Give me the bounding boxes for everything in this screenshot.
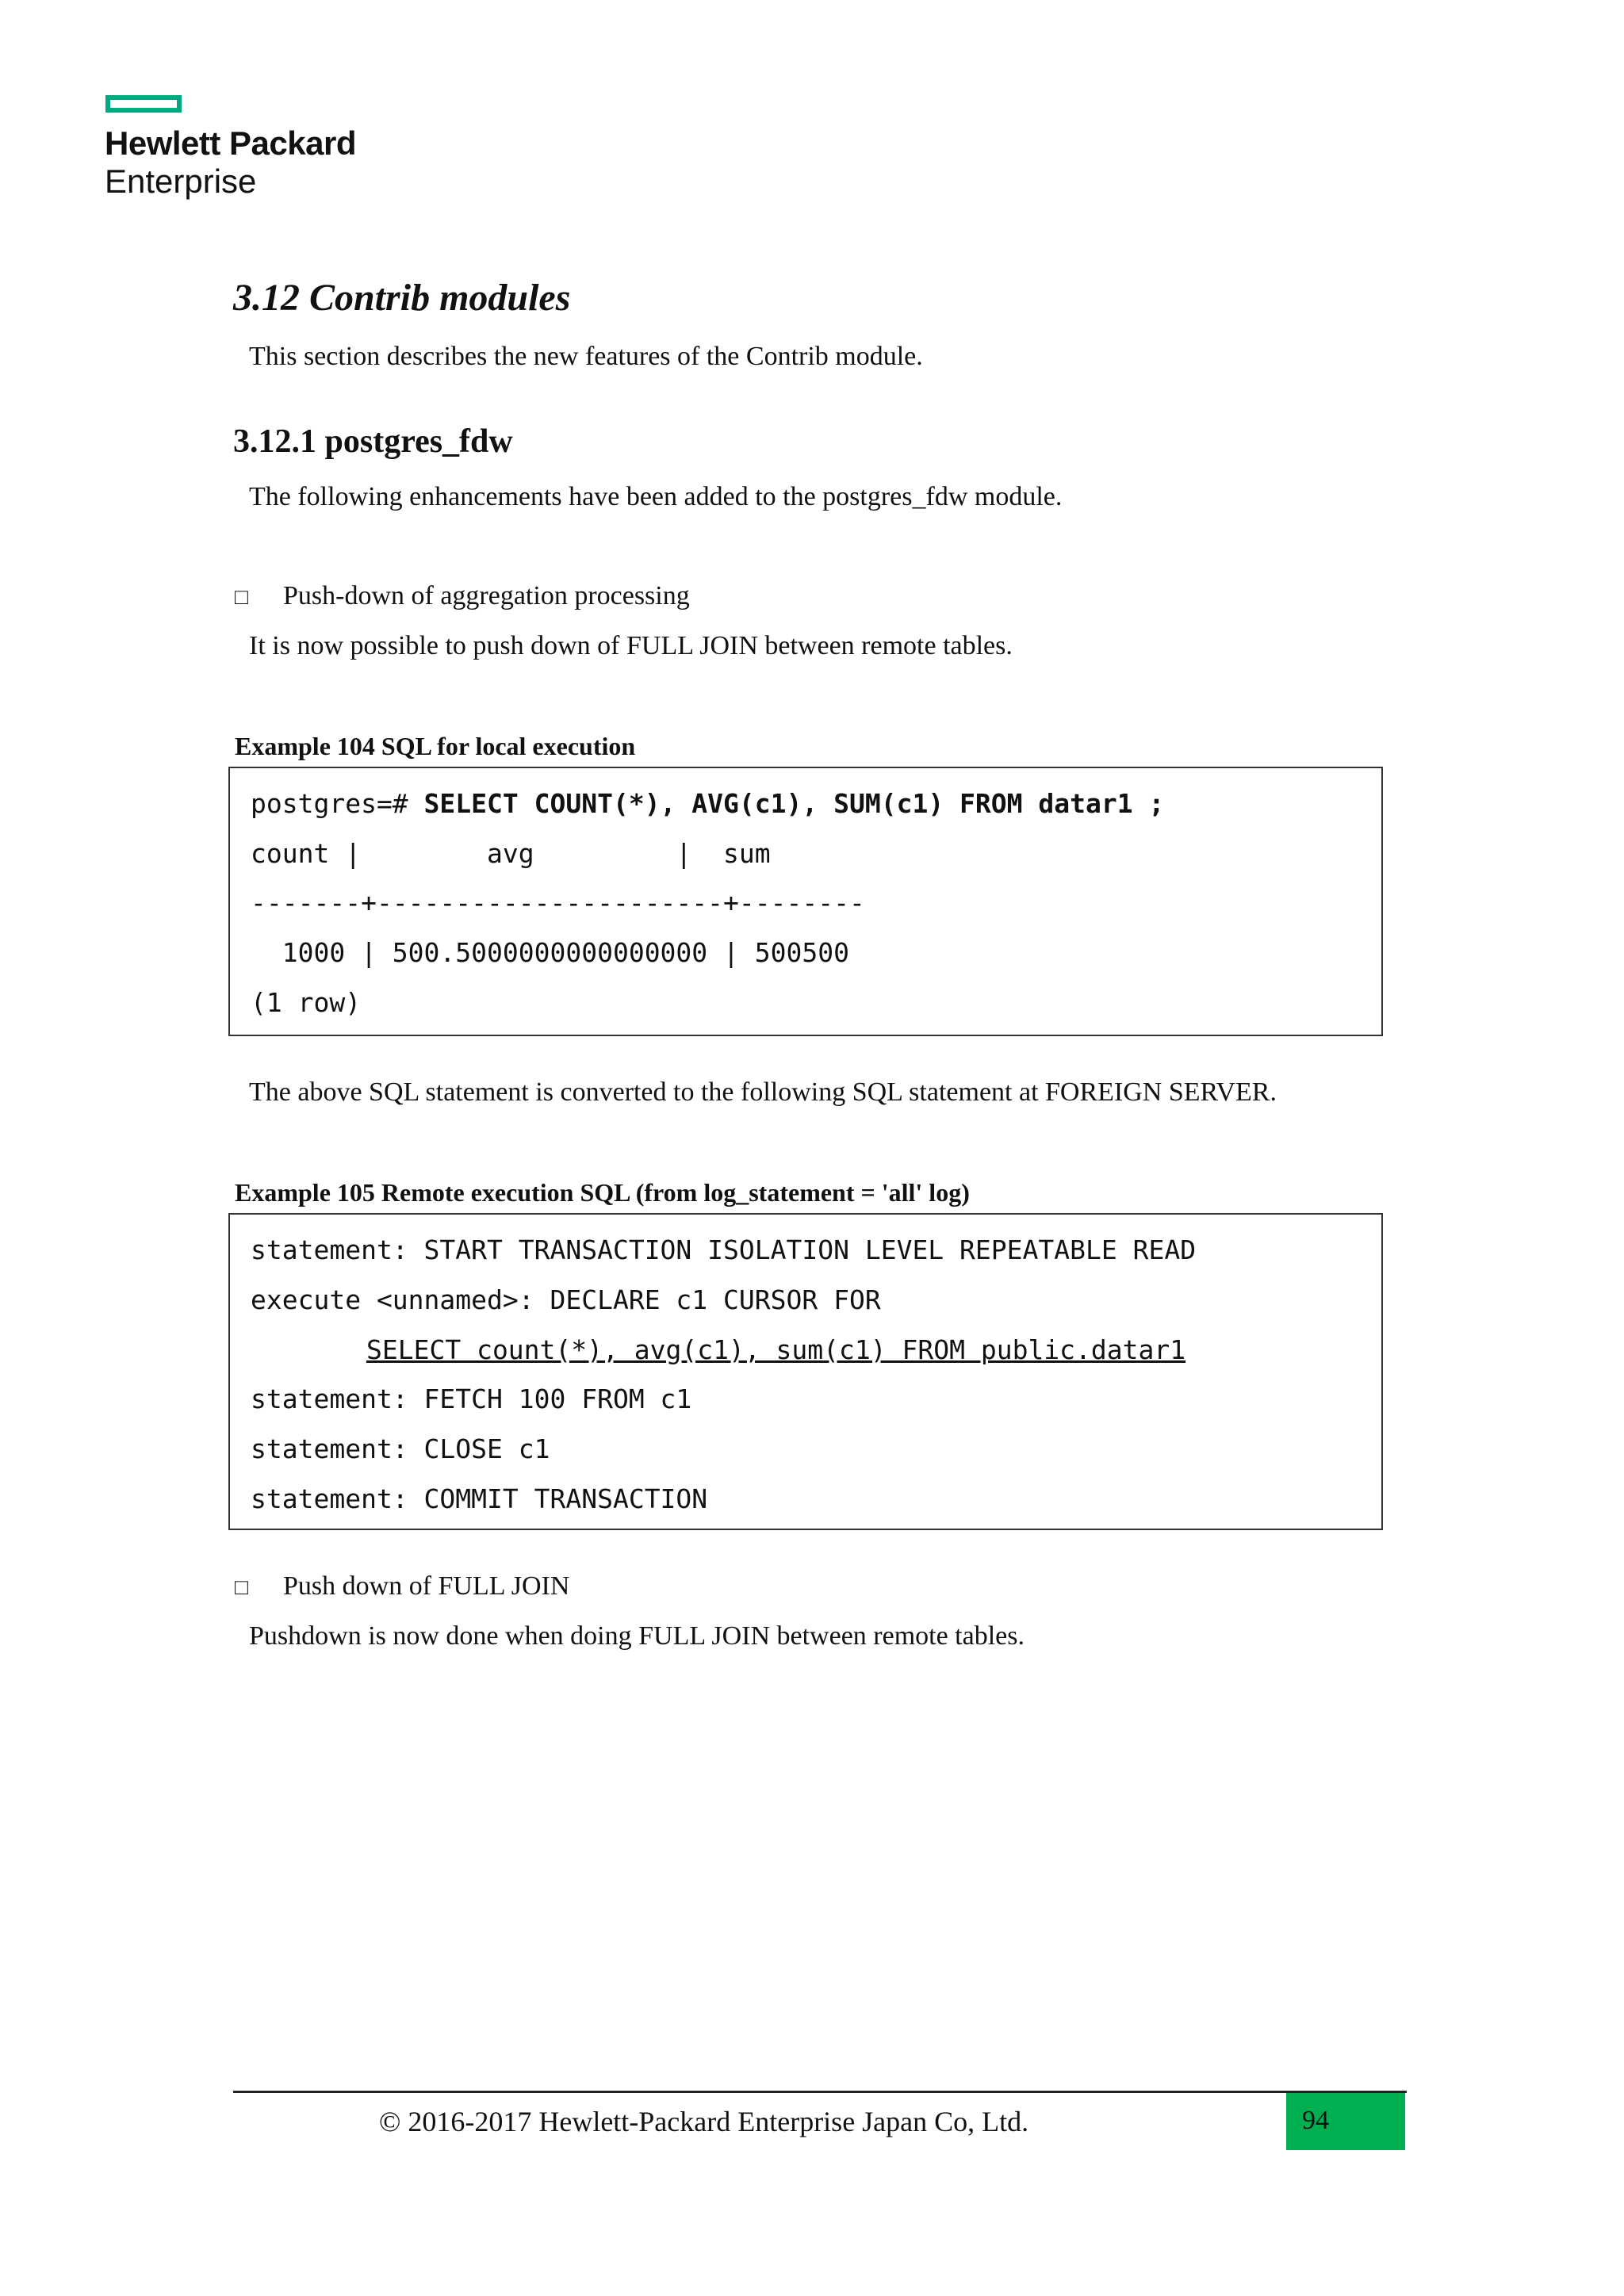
subsection-intro: The following enhancements have been added to the postgres_fdw module.	[249, 482, 1063, 511]
logo-text-line2: Enterprise	[105, 163, 257, 200]
bullet-title-full-join: Push down of FULL JOIN	[283, 1571, 570, 1601]
footer-copyright: © 2016-2017 Hewlett-Packard Enterprise Japan Co, Ltd.	[379, 2106, 1029, 2137]
bullet-text-full-join: Pushdown is now done when doing FULL JOIN between remote tables.	[249, 1621, 1025, 1651]
code-line-footer: (1 row)	[251, 987, 362, 1018]
logo-text-line1: Hewlett Packard	[105, 124, 356, 162]
code-line-header: count | avg | sum	[251, 838, 771, 869]
hpe-logo-mark	[105, 95, 182, 113]
example-104-code-box	[228, 767, 1383, 1036]
code-line: execute <unnamed>: DECLARE c1 CURSOR FOR	[251, 1284, 881, 1315]
conversion-note: The above SQL statement is converted to the following SQL statement at FOREIGN SERVER.	[249, 1077, 1277, 1107]
bullet-square-icon: □	[235, 1575, 248, 1600]
code-line-separator: -------+----------------------+--------	[251, 887, 865, 918]
footer-divider	[233, 2091, 1407, 2093]
bullet-square-icon: □	[235, 585, 248, 610]
code-line-row: 1000 | 500.5000000000000000 | 500500	[251, 937, 849, 968]
example-105-code-box	[228, 1213, 1383, 1530]
bullet-text-aggregation: It is now possible to push down of FULL JOIN between remote tables.	[249, 631, 1013, 660]
code-line: statement: CLOSE c1	[251, 1433, 550, 1464]
code-line: statement: COMMIT TRANSACTION	[251, 1483, 708, 1514]
section-intro: This section describes the new features of the Contrib module.	[249, 342, 923, 371]
page-number: 94	[1302, 2106, 1329, 2135]
example-104-caption: Example 104 SQL for local execution	[235, 732, 636, 760]
section-title: 3.12 Contrib modules	[233, 277, 571, 319]
bullet-title-aggregation: Push-down of aggregation processing	[283, 581, 690, 610]
code-line-command	[251, 790, 1164, 817]
psql-prompt: postgres=#	[251, 788, 424, 819]
subsection-title: 3.12.1 postgres_fdw	[233, 423, 513, 460]
code-line-remote-select: SELECT count(*), avg(c1), sum(c1) FROM public.datar1	[366, 1334, 1186, 1365]
example-105-caption: Example 105 Remote execution SQL (from log_statement = 'all' log)	[235, 1178, 970, 1207]
code-line: statement: START TRANSACTION ISOLATION LEVEL REPEATABLE READ	[251, 1234, 1197, 1265]
sql-command: SELECT COUNT(*), AVG(c1), SUM(c1) FROM datar1 ;	[423, 788, 1165, 819]
code-line: statement: FETCH 100 FROM c1	[251, 1383, 692, 1414]
